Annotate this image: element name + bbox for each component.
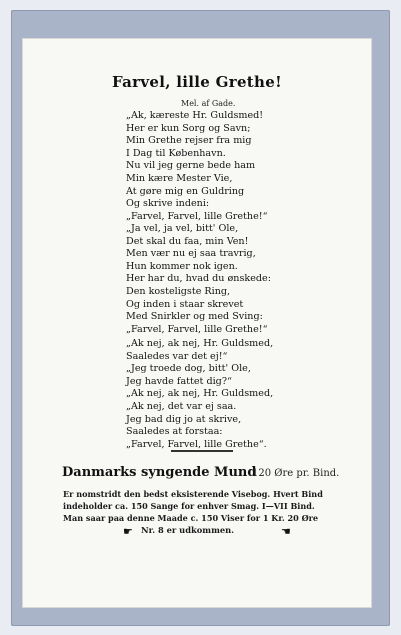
advert-line: indeholder ca. 150 Sange for enhver Smag. I—VII Bind.: [63, 501, 315, 511]
stanza-3: [126, 338, 273, 451]
verse-line: „Farvel, Farvel, lille Grethe“.: [126, 438, 267, 450]
verse-line: Min kære Mester Vie,: [126, 172, 233, 184]
verse-line: At gøre mig en Guldring: [126, 185, 245, 197]
verse-line: Den kosteligste Ring,: [126, 285, 231, 297]
melody-note: Mel. af Gade.: [181, 99, 236, 108]
advert-title: Danmarks syngende Mund: [62, 465, 257, 480]
advert-issue-note: Nr. 8 er udkommen.: [141, 525, 235, 535]
verse-line: Jeg havde fattet dig?“: [126, 375, 232, 387]
verse-line: Men vær nu ej saa travrig,: [126, 248, 256, 260]
verse-line: Hun kommer nok igen.: [126, 260, 238, 272]
pointing-hand-left-icon: ☚: [281, 525, 291, 538]
verse-line: Det skal du faa, min Ven!: [126, 235, 249, 247]
verse-line: „Ja vel, ja vel, bitt' Ole,: [126, 223, 239, 234]
verse-line: Med Snirkler og med Sving:: [126, 311, 263, 323]
verse-line: Saaledes at forstaa:: [126, 426, 223, 438]
song-sheet: [22, 38, 372, 608]
verse-line: Jeg bad dig jo at skrive,: [126, 413, 242, 425]
verse-line: Her har du, hvad du ønskede:: [126, 273, 271, 285]
verse-line: Og skrive indeni:: [126, 198, 210, 210]
divider: [171, 450, 233, 452]
stanza-2: [126, 223, 271, 336]
verse-line: Og inden i staar skrevet: [126, 298, 244, 310]
advert-line: Er nomstridt den bedst eksisterende Visebog. Hvert Bind: [63, 489, 323, 499]
verse-line: „Jeg troede dog, bitt' Ole,: [126, 363, 251, 375]
verse-line: „Ak nej, det var ej saa.: [126, 400, 237, 412]
verse-line: „Ak nej, ak nej, Hr. Guldsmed,: [126, 338, 274, 349]
verse-line: Her er kun Sorg og Savn;: [126, 122, 251, 134]
stanza-1: [126, 110, 268, 223]
verse-line: Min Grethe rejser fra mig: [126, 135, 252, 147]
verse-line: „Ak, kæreste Hr. Guldsmed!: [126, 110, 264, 121]
song-title: Farvel, lille Grethe!: [112, 73, 282, 91]
verse-line: „Ak nej, ak nej, Hr. Guldsmed,: [126, 388, 274, 400]
advert-price: 120 Øre pr. Bind.: [252, 468, 340, 479]
verse-line: „Farvel, Farvel, lille Grethe!“: [126, 323, 268, 335]
advert-line: Man saar paa denne Maade c. 150 Viser for 1 Kr. 20 Øre: [63, 513, 319, 523]
pointing-hand-right-icon: ☛: [123, 525, 133, 538]
verse-line: Nu vil jeg gerne bede ham: [126, 160, 256, 172]
verse-line: Saaledes var det ej!“: [126, 350, 228, 362]
verse-line: „Farvel, Farvel, lille Grethe!“: [126, 210, 268, 222]
verse-line: I Dag til København.: [126, 147, 226, 159]
